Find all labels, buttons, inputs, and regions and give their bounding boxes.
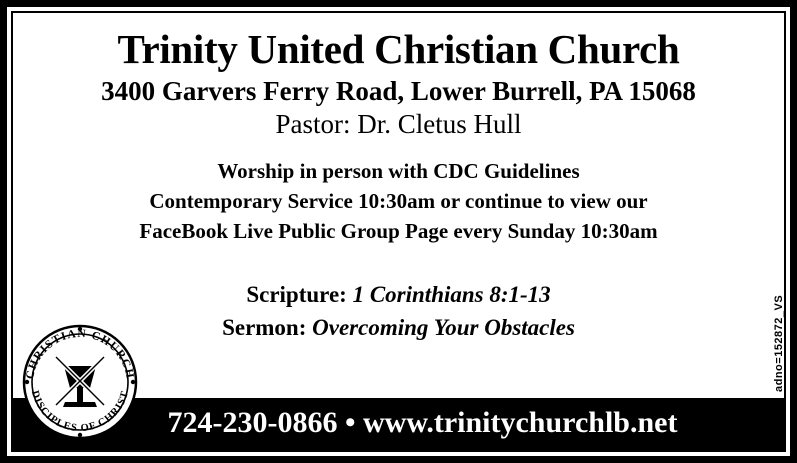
scripture-value: 1 Corinthians 8:1-13 — [352, 282, 551, 307]
ad-content — [13, 13, 784, 450]
disciples-of-christ-chalice-logo-icon — [15, 316, 145, 446]
contact-info: 724-230-0866 • www.trinitychurchlb.net — [167, 406, 678, 439]
service-info — [13, 156, 784, 246]
ad-code-label: adno=152872_VS — [773, 294, 785, 392]
service-line-3: FaceBook Live Public Group Page every Sunday 10:30am — [139, 219, 658, 243]
sermon-label: Sermon: — [222, 315, 313, 340]
service-line-2: Contemporary Service 10:30am or continue to view our — [149, 189, 648, 213]
sermon-value: Overcoming Your Obstacles — [312, 315, 575, 340]
svg-text:DISCIPLES OF CHRIST: DISCIPLES OF CHRIST — [28, 389, 132, 435]
scripture-label: Scripture: — [246, 282, 353, 307]
pastor-name: Pastor: Dr. Cletus Hull — [275, 109, 522, 139]
church-address: 3400 Garvers Ferry Road, Lower Burrell, PA 15068 — [101, 76, 696, 106]
svg-text:CHRISTIAN CHURCH: CHRISTIAN CHURCH — [24, 327, 136, 381]
church-name: Trinity United Christian Church — [117, 26, 680, 72]
service-line-1: Worship in person with CDC Guidelines — [217, 159, 580, 183]
scripture-line — [13, 278, 784, 311]
